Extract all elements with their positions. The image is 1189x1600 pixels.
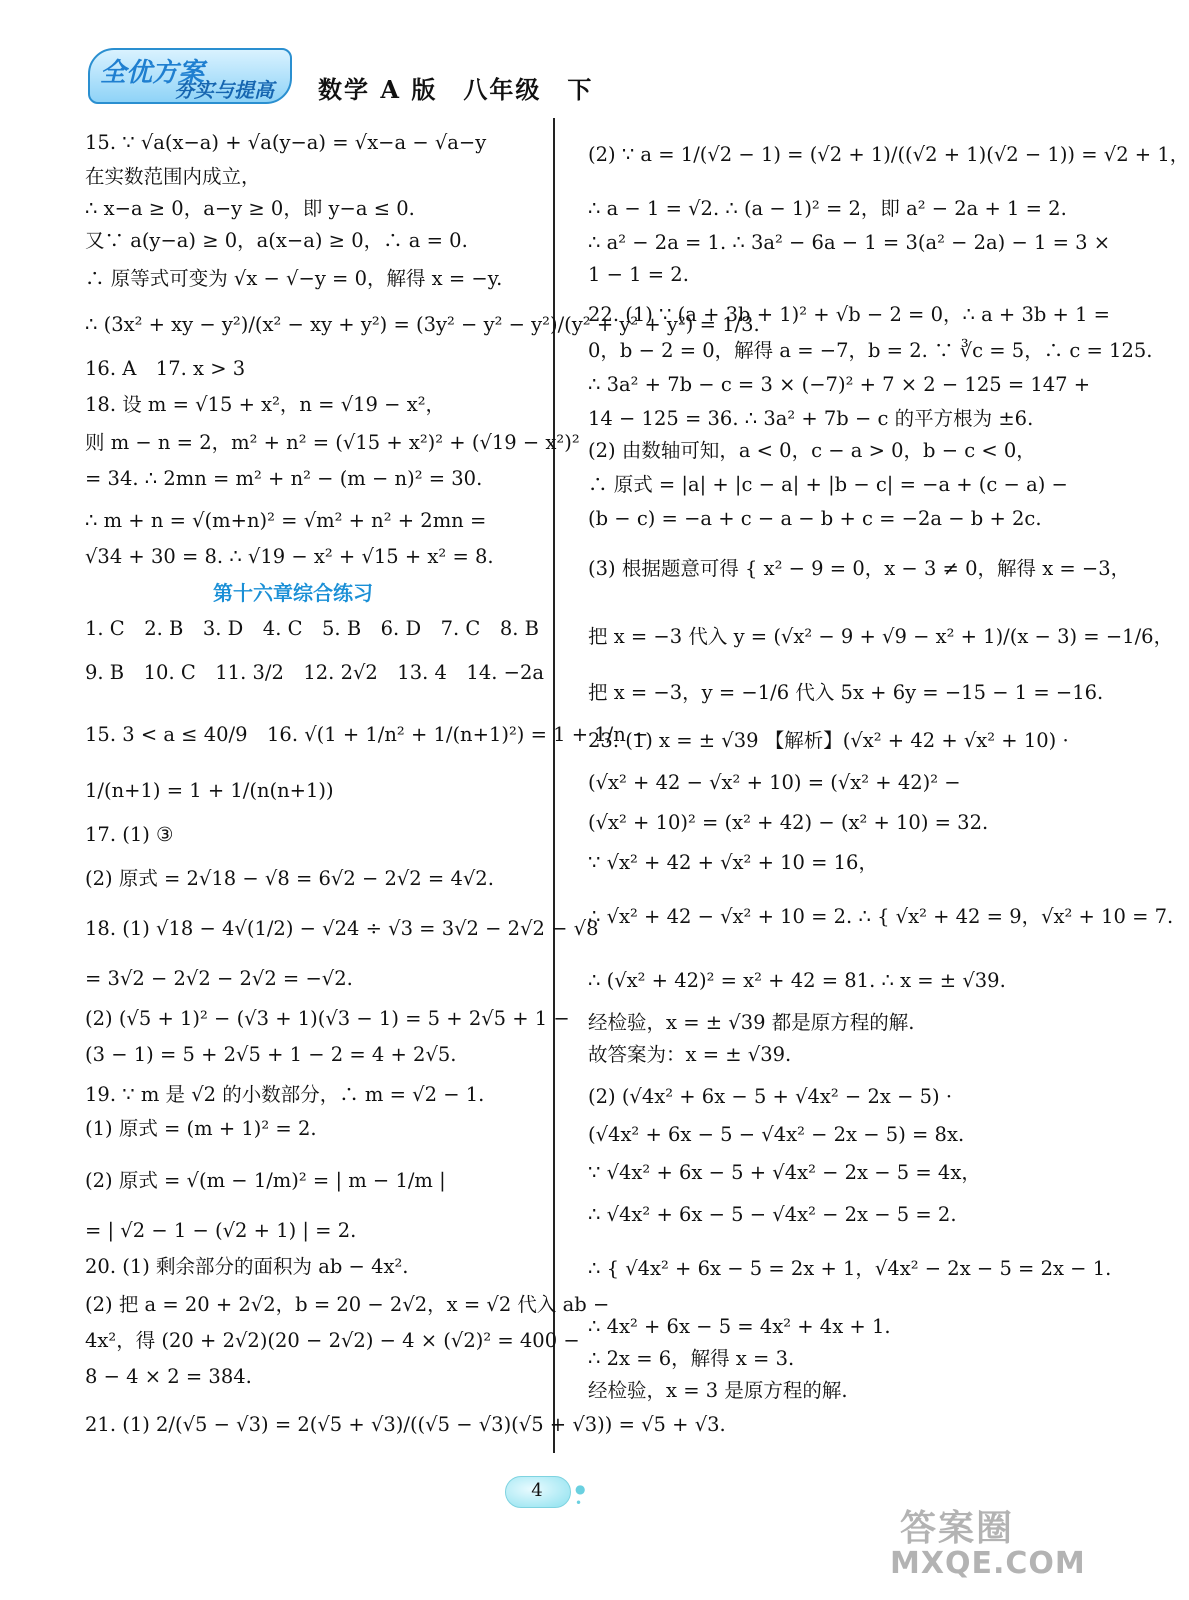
text-line: 1. C 2. B 3. D 4. C 5. B 6. D 7. C 8. B [85, 617, 539, 640]
sparkle-icon: ● • [575, 1482, 586, 1510]
text-line: 故答案为：x = ± √39. [588, 1043, 792, 1066]
text-line: 17. (1) ③ [85, 823, 174, 846]
text-line: = 3√2 − 2√2 − 2√2 = −√2. [85, 967, 353, 990]
text-line: ∴ a² − 2a = 1. ∴ 3a² − 6a − 1 = 3(a² − 2a) − 1 = 3 × [588, 231, 1111, 254]
text-line: ∴ { √4x² + 6x − 5 = 2x + 1，√4x² − 2x − 5 = 2x − 1. [588, 1257, 1112, 1280]
text-line: (√4x² + 6x − 5 − √4x² − 2x − 5) = 8x. [588, 1123, 965, 1146]
text-line: 0，b − 2 = 0，解得 a = −7，b = 2. ∵ ∛c = 5，∴ c = 125. [588, 339, 1153, 362]
text-line: 1/(n+1) = 1 + 1/(n(n+1)) [85, 779, 334, 802]
text-line: 又∵ a(y−a) ≥ 0，a(x−a) ≥ 0，∴ a = 0. [85, 229, 468, 252]
text-line: ∴ (√x² + 42)² = x² + 42 = 81. ∴ x = ± √39. [588, 969, 1006, 992]
text-line: ∵ √x² + 42 + √x² + 10 = 16， [588, 851, 878, 874]
text-line: 18. (1) √18 − 4√(1/2) − √24 ÷ √3 = 3√2 − 2√2 − √8 [85, 917, 599, 940]
text-line: 15. 3 < a ≤ 40/9 16. √(1 + 1/n² + 1/(n+1)²) = 1 + 1/n − [85, 723, 649, 746]
text-line: ∴ m + n = √(m+n)² = √m² + n² + 2mn = [85, 509, 487, 532]
text-line: ∴ 原式 = |a| + |c − a| + |b − c| = −a + (c − a) − [588, 473, 1068, 496]
text-line: 则 m − n = 2，m² + n² = (√15 + x²)² + (√19 − x²)² [85, 431, 580, 454]
text-line: ∴ √4x² + 6x − 5 − √4x² − 2x − 5 = 2. [588, 1203, 957, 1226]
text-line: ∴ 原等式可变为 √x − √−y = 0，解得 x = −y. [85, 267, 503, 290]
logo-line2: 夯实与提高 [174, 78, 274, 102]
text-line: √34 + 30 = 8. ∴ √19 − x² + √15 + x² = 8. [85, 545, 494, 568]
text-line: (3) 根据题意可得 { x² − 9 = 0，x − 3 ≠ 0，解得 x = −3， [588, 557, 1131, 580]
page-header [88, 42, 648, 112]
text-line: (2) ∵ a = 1/(√2 − 1) = (√2 + 1)/((√2 + 1)(√2 − 1)) = √2 + 1， [588, 143, 1189, 166]
text-line: ∴ 4x² + 6x − 5 = 4x² + 4x + 1. [588, 1315, 891, 1338]
page-number-badge [505, 1476, 585, 1516]
text-line: ∴ x−a ≥ 0，a−y ≥ 0，即 y−a ≤ 0. [85, 197, 415, 220]
text-line: (√x² + 10)² = (x² + 42) − (x² + 10) = 32. [588, 811, 989, 834]
logo-line1: 全优方案 [100, 58, 205, 88]
text-line: (b − c) = −a + c − a − b + c = −2a − b + 2c. [588, 507, 1042, 530]
text-line: ∴ 2x = 6，解得 x = 3. [588, 1347, 795, 1370]
watermark-line2: MXQE.COM [890, 1546, 1086, 1581]
text-line: 经检验，x = 3 是原方程的解. [588, 1379, 848, 1402]
text-line: (3 − 1) = 5 + 2√5 + 1 − 2 = 4 + 2√5. [85, 1043, 457, 1066]
chapter-heading: 第十六章综合练习 [213, 581, 373, 605]
text-line: (1) 原式 = (m + 1)² = 2. [85, 1117, 317, 1140]
text-line: 14 − 125 = 36. ∴ 3a² + 7b − c 的平方根为 ±6. [588, 407, 1034, 430]
site-watermark [890, 1500, 1086, 1595]
text-line: (2) 原式 = √(m − 1/m)² = | m − 1/m | [85, 1169, 446, 1192]
text-line: (2) 把 a = 20 + 2√2，b = 20 − 2√2，x = √2 代入 ab − [85, 1293, 610, 1316]
text-line: ∴ a − 1 = √2. ∴ (a − 1)² = 2，即 a² − 2a + 1 = 2. [588, 197, 1067, 220]
book-title: 数学 A 版 八年级 下 [318, 75, 594, 104]
text-line: 15. ∵ √a(x−a) + √a(y−a) = √x−a − √a−y [85, 131, 487, 154]
text-line: (2) 由数轴可知，a < 0，c − a > 0，b − c < 0， [588, 439, 1036, 462]
text-line: ∴ √x² + 42 − √x² + 10 = 2. ∴ { √x² + 42 = 9，√x² + 10 = 7. [588, 905, 1174, 928]
watermark-line1: 答案圈 [900, 1508, 1015, 1549]
text-line: ∴ (3x² + xy − y²)/(x² − xy + y²) = (3y² − y² − y²)/(y² + y² + y²) = 1/3. [85, 313, 760, 336]
page-number: 4 [531, 1480, 543, 1501]
text-line: 9. B 10. C 11. 3/2 12. 2√2 13. 4 14. −2a [85, 661, 545, 684]
text-line: (2) (√4x² + 6x − 5 + √4x² − 2x − 5) · [588, 1085, 953, 1108]
text-line: 把 x = −3 代入 y = (√x² − 9 + √9 − x² + 1)/(x − 3) = −1/6， [588, 625, 1174, 648]
text-line: (2) 原式 = 2√18 − √8 = 6√2 − 2√2 = 4√2. [85, 867, 494, 890]
text-line: ∴ 3a² + 7b − c = 3 × (−7)² + 7 × 2 − 125 = 147 + [588, 373, 1091, 396]
text-line: 把 x = −3，y = −1/6 代入 5x + 6y = −15 − 1 = −16. [588, 681, 1104, 704]
text-line: (2) (√5 + 1)² − (√3 + 1)(√3 − 1) = 5 + 2√5 + 1 − [85, 1007, 570, 1030]
text-line: 8 − 4 × 2 = 384. [85, 1365, 252, 1388]
text-line: = | √2 − 1 − (√2 + 1) | = 2. [85, 1219, 357, 1242]
text-line: 22. (1) ∵ (a + 3b + 1)² + √b − 2 = 0，∴ a + 3b + 1 = [588, 303, 1111, 326]
text-line: 23. (1) x = ± √39 【解析】(√x² + 42 + √x² + 10) · [588, 729, 1069, 752]
brand-logo [88, 48, 292, 104]
text-line: 16. A 17. x > 3 [85, 357, 246, 380]
text-line: ∵ √4x² + 6x − 5 + √4x² − 2x − 5 = 4x， [588, 1161, 981, 1184]
text-line: 在实数范围内成立， [85, 165, 261, 188]
text-line: 经检验，x = ± √39 都是原方程的解. [588, 1011, 915, 1034]
text-line: 20. (1) 剩余部分的面积为 ab − 4x². [85, 1255, 409, 1278]
text-line: 18. 设 m = √15 + x²，n = √19 − x²， [85, 393, 446, 416]
text-line: 4x²，得 (20 + 2√2)(20 − 2√2) − 4 × (√2)² = 400 − [85, 1329, 580, 1352]
text-line: 1 − 1 = 2. [588, 263, 689, 286]
text-line: 21. (1) 2/(√5 − √3) = 2(√5 + √3)/((√5 − √3)(√5 + √3)) = √5 + √3. [85, 1413, 726, 1436]
text-line: 19. ∵ m 是 √2 的小数部分，∴ m = √2 − 1. [85, 1083, 485, 1106]
text-line: = 34. ∴ 2mn = m² + n² − (m − n)² = 30. [85, 467, 483, 490]
text-line: (√x² + 42 − √x² + 10) = (√x² + 42)² − [588, 771, 961, 794]
